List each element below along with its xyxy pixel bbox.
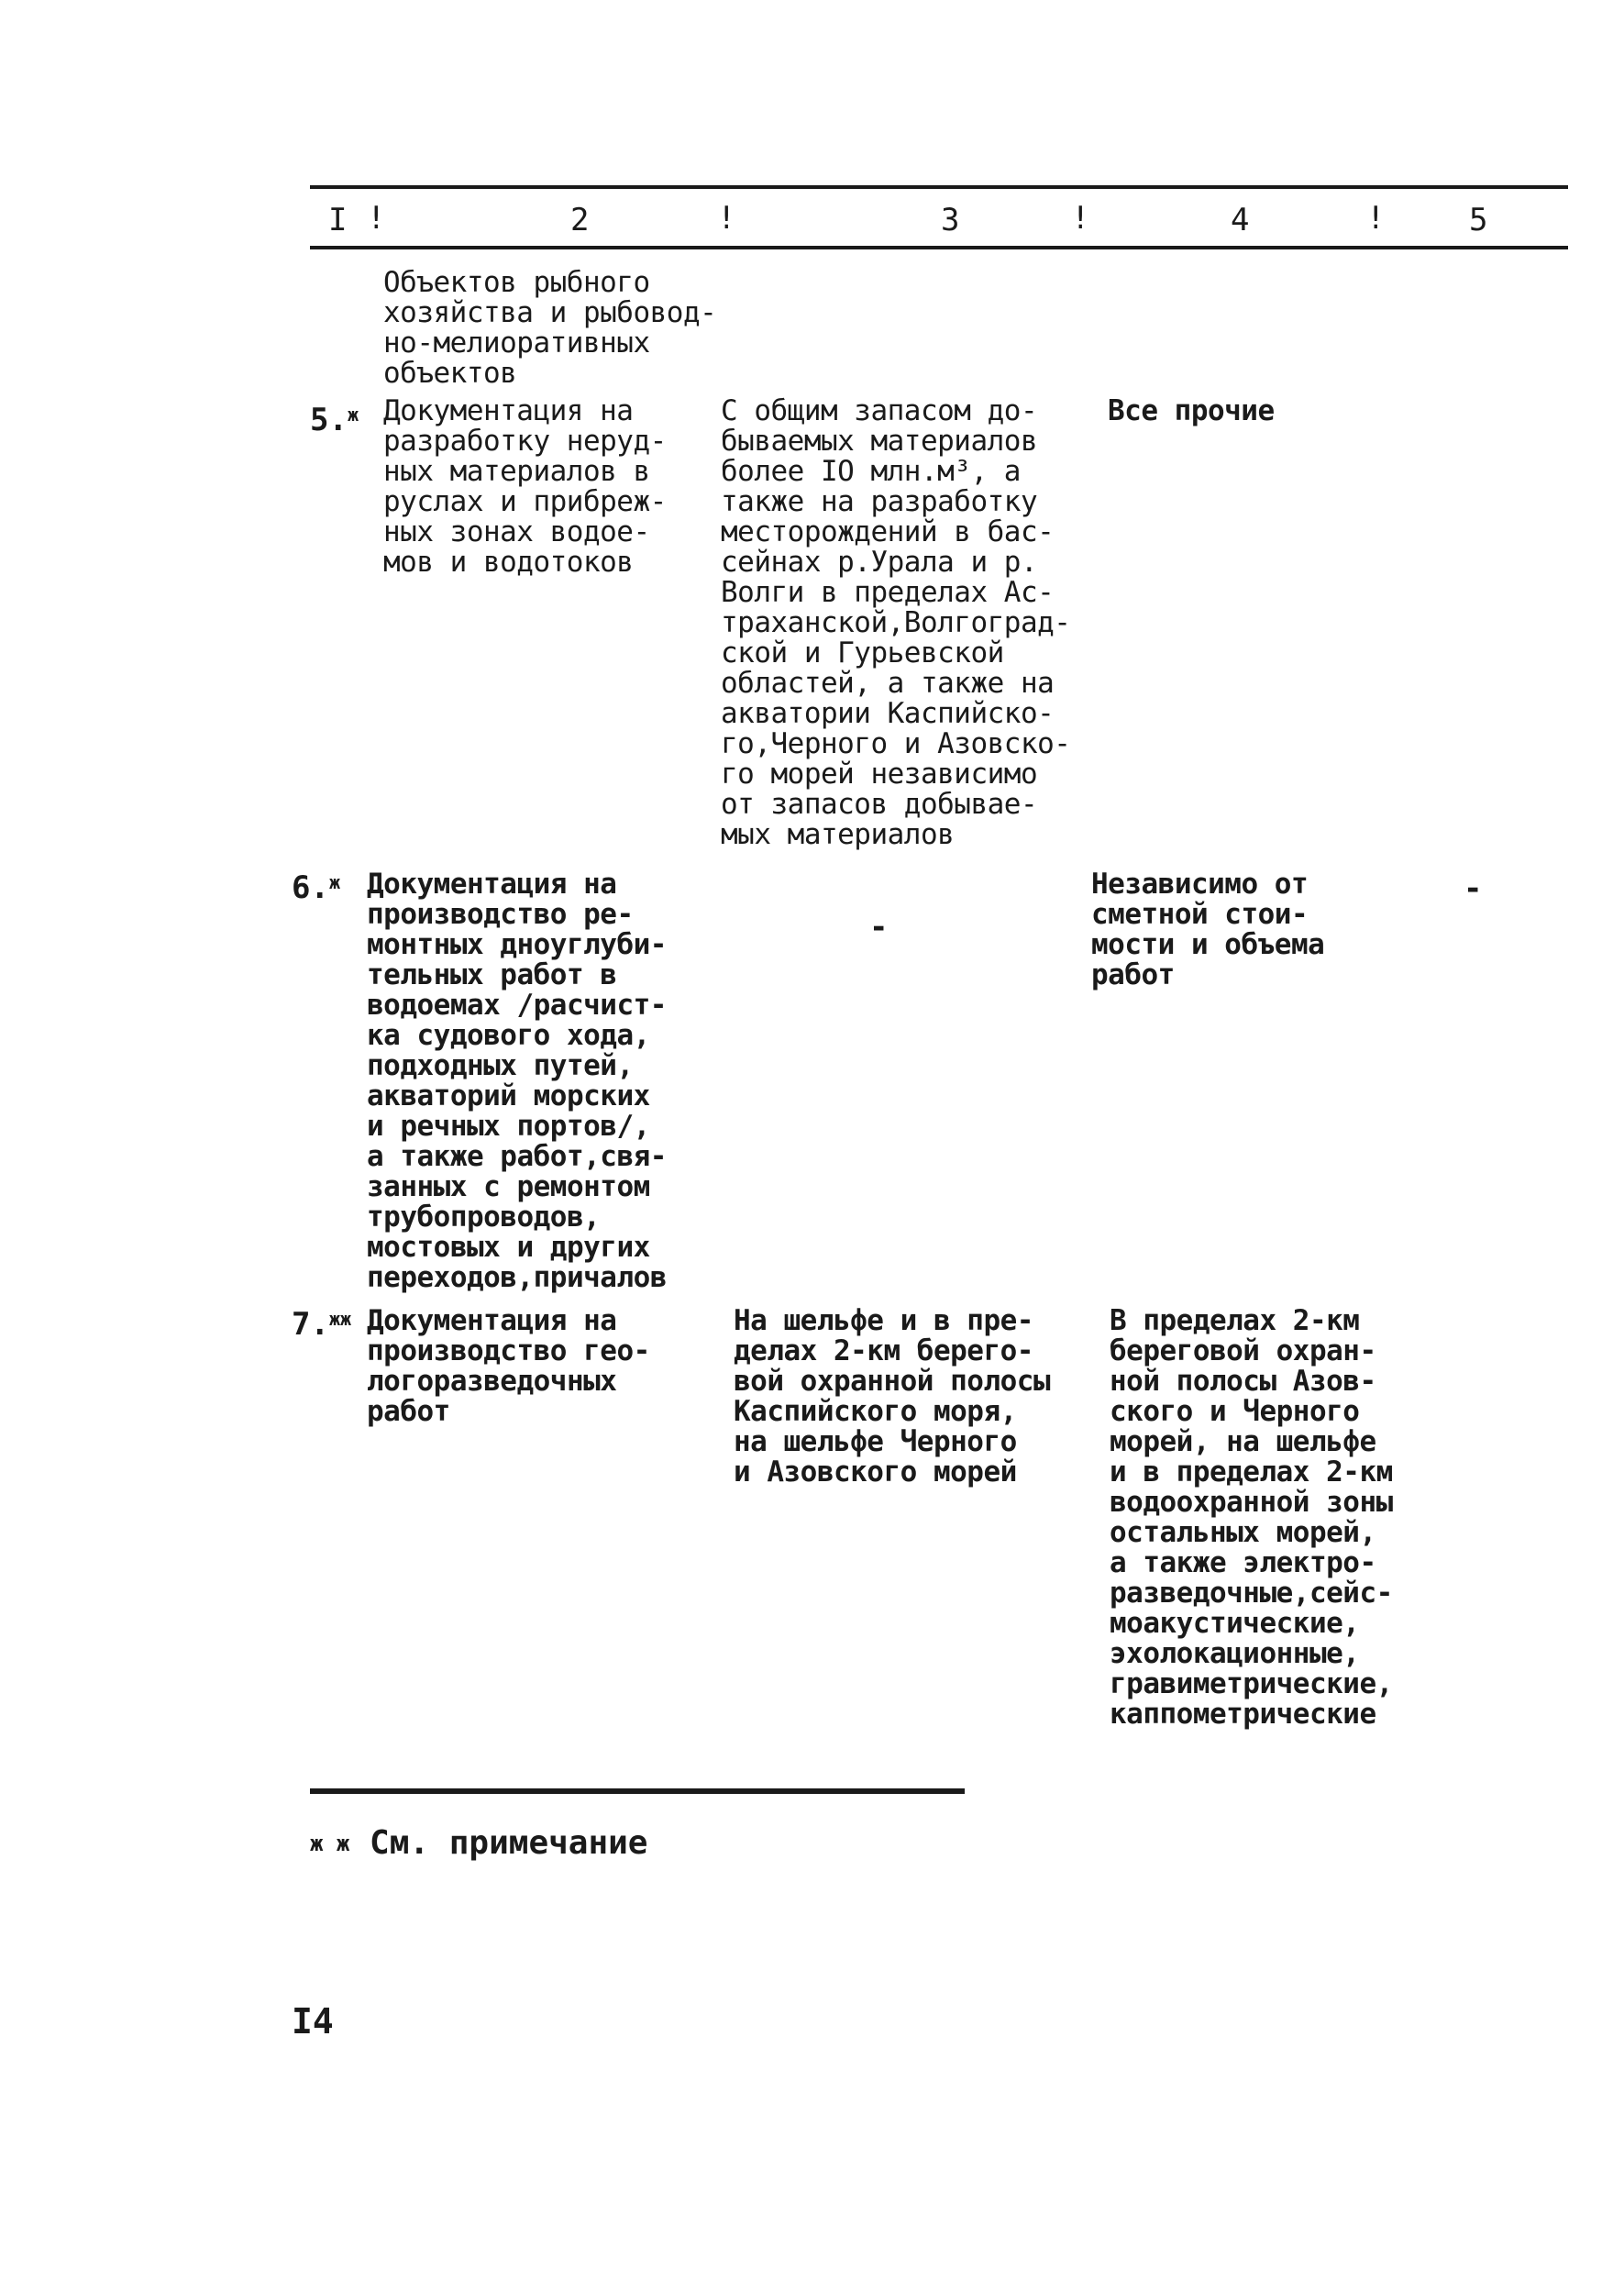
page-number: I4 (292, 2001, 334, 2042)
footnote (310, 1825, 647, 1862)
row-5-note-mark: ж (347, 404, 359, 426)
row-6-number-text: 6. (292, 869, 329, 906)
row-7-col3: На шельфе и в пре- делах 2-км берего- вой охранной полосы Каспийского моря, на шельфе Черного и Азовского морей (734, 1304, 1051, 1489)
header-col2: 2 (570, 202, 590, 238)
footnote-mark: ж ж (310, 1831, 350, 1856)
row-5-col4: Все прочие (1108, 394, 1275, 427)
row-5-col2: Документация на разработку неруд- ных материалов в руслах и прибреж- ных зонах водое- мов и водотоков (383, 394, 667, 579)
header-sep3: ! (1071, 200, 1090, 237)
header-sep1: ! (367, 200, 386, 237)
row-6-col3-dash: - (869, 909, 889, 946)
row-6-number (292, 871, 340, 904)
row-6-col5-dash: - (1464, 870, 1483, 907)
header-col4: 4 (1231, 202, 1250, 238)
row-7-col2: Документация на производство гео- логоразведочных работ (367, 1304, 650, 1428)
footnote-text: См. примечание (370, 1824, 648, 1862)
table-top-rule (310, 185, 1568, 189)
row-6-note-mark: ж (328, 871, 340, 893)
row-5-number-text: 5. (310, 402, 348, 438)
header-sep2: ! (717, 200, 736, 237)
table-header-rule (310, 246, 1568, 249)
row-7-number-text: 7. (292, 1306, 329, 1343)
footnote-rule (310, 1788, 965, 1794)
header-sep4: ! (1366, 200, 1386, 237)
header-col1: I (328, 202, 348, 238)
row-5-number (310, 404, 359, 437)
row-6-col4: Независимо от сметной стои- мости и объема работ (1091, 868, 1325, 991)
row-6-col2: Документация на производство ре- монтных дноуглуби- тельных работ в водоемах /расчист- ка судового хода, подходных путей, акваторий морских и речных портов/, а также работ,свя- занных с ремонтом трубопроводов, мостовых и других переходов,причалов (367, 868, 667, 1294)
row-5-col3: С общим запасом до- бываемых материалов более IO млн.м³, а также на разработку месторождений в бас- сейнах р.Урала и р. Волги в пределах Ас- траханской,Волгоград- ской и Гурьевской областей, а также на акватории Каспийско- го,Черного и Азовско- го морей независимо от запасов добывае- мых материалов (721, 394, 1071, 851)
row-7-note-mark: жж (328, 1308, 352, 1330)
row-7-number (292, 1308, 351, 1341)
intro-col2-text: Объектов рыбного хозяйства и рыбовод- но-мелиоративных объектов (383, 266, 717, 390)
header-col3: 3 (941, 202, 960, 238)
header-col5: 5 (1469, 202, 1488, 238)
row-7-col4: В пределах 2-км береговой охран- ной полосы Азов- ского и Черного морей, на шельфе и в пределах 2-км водоохранной зоны остальных морей, а также электро- разведочные,сейс- моакустические, эхолокационные, гравиметрические, каппометрические (1110, 1304, 1393, 1731)
